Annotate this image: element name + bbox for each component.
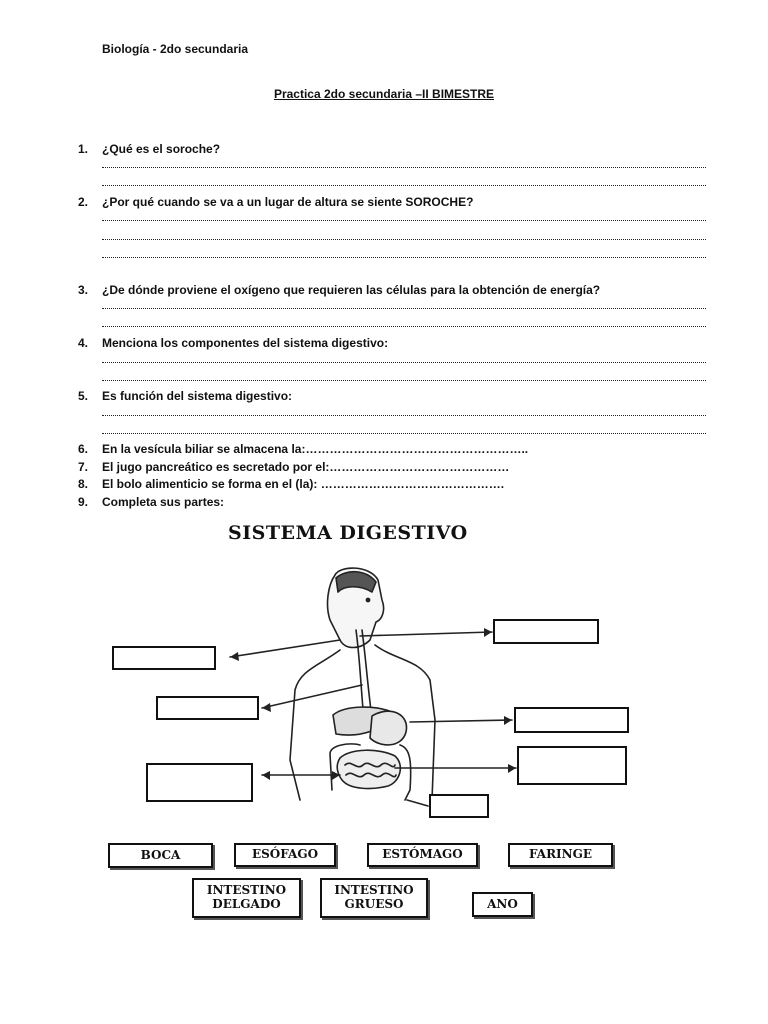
word-card-intestino-delgado[interactable]: INTESTINO DELGADO <box>192 878 301 918</box>
word-card-esofago[interactable]: ESÓFAGO <box>234 843 336 867</box>
question-3: 3. ¿De dónde proviene el oxígeno que requieren las células para la obtención de energía? <box>78 283 601 297</box>
diagram-title: SISTEMA DIGESTIVO <box>228 522 468 544</box>
question-8: 8. El bolo alimenticio se forma en el (la): ………………………………………. <box>78 477 505 491</box>
word-card-intestino-grueso[interactable]: INTESTINO GRUESO <box>320 878 428 918</box>
question-5: 5. Es función del sistema digestivo: <box>78 389 293 403</box>
answer-box[interactable] <box>146 763 253 802</box>
question-4: 4. Menciona los componentes del sistema digestivo: <box>78 336 389 350</box>
answer-box[interactable] <box>429 794 489 818</box>
question-1: 1. ¿Qué es el soroche? <box>78 142 221 156</box>
word-card-faringe[interactable]: FARINGE <box>508 843 613 867</box>
question-2: 2. ¿Por qué cuando se va a un lugar de altura se siente SOROCHE? <box>78 195 474 209</box>
answer-box[interactable] <box>493 619 599 644</box>
question-7: 7. El jugo pancreático es secretado por el:……………………………………… <box>78 460 510 474</box>
answer-box[interactable] <box>112 646 216 670</box>
word-card-boca[interactable]: BOCA <box>108 843 213 868</box>
course-header: Biología - 2do secundaria <box>102 42 249 56</box>
question-6: 6. En la vesícula biliar se almacena la:……………………………………………….. <box>78 442 529 456</box>
word-card-estomago[interactable]: ESTÓMAGO <box>367 843 478 867</box>
answer-box[interactable] <box>517 746 627 785</box>
worksheet-title: Practica 2do secundaria –II BIMESTRE <box>273 87 495 101</box>
answer-box[interactable] <box>156 696 259 720</box>
answer-box[interactable] <box>514 707 629 733</box>
word-card-ano[interactable]: ANO <box>472 892 533 917</box>
question-9: 9. Completa sus partes: <box>78 495 225 509</box>
